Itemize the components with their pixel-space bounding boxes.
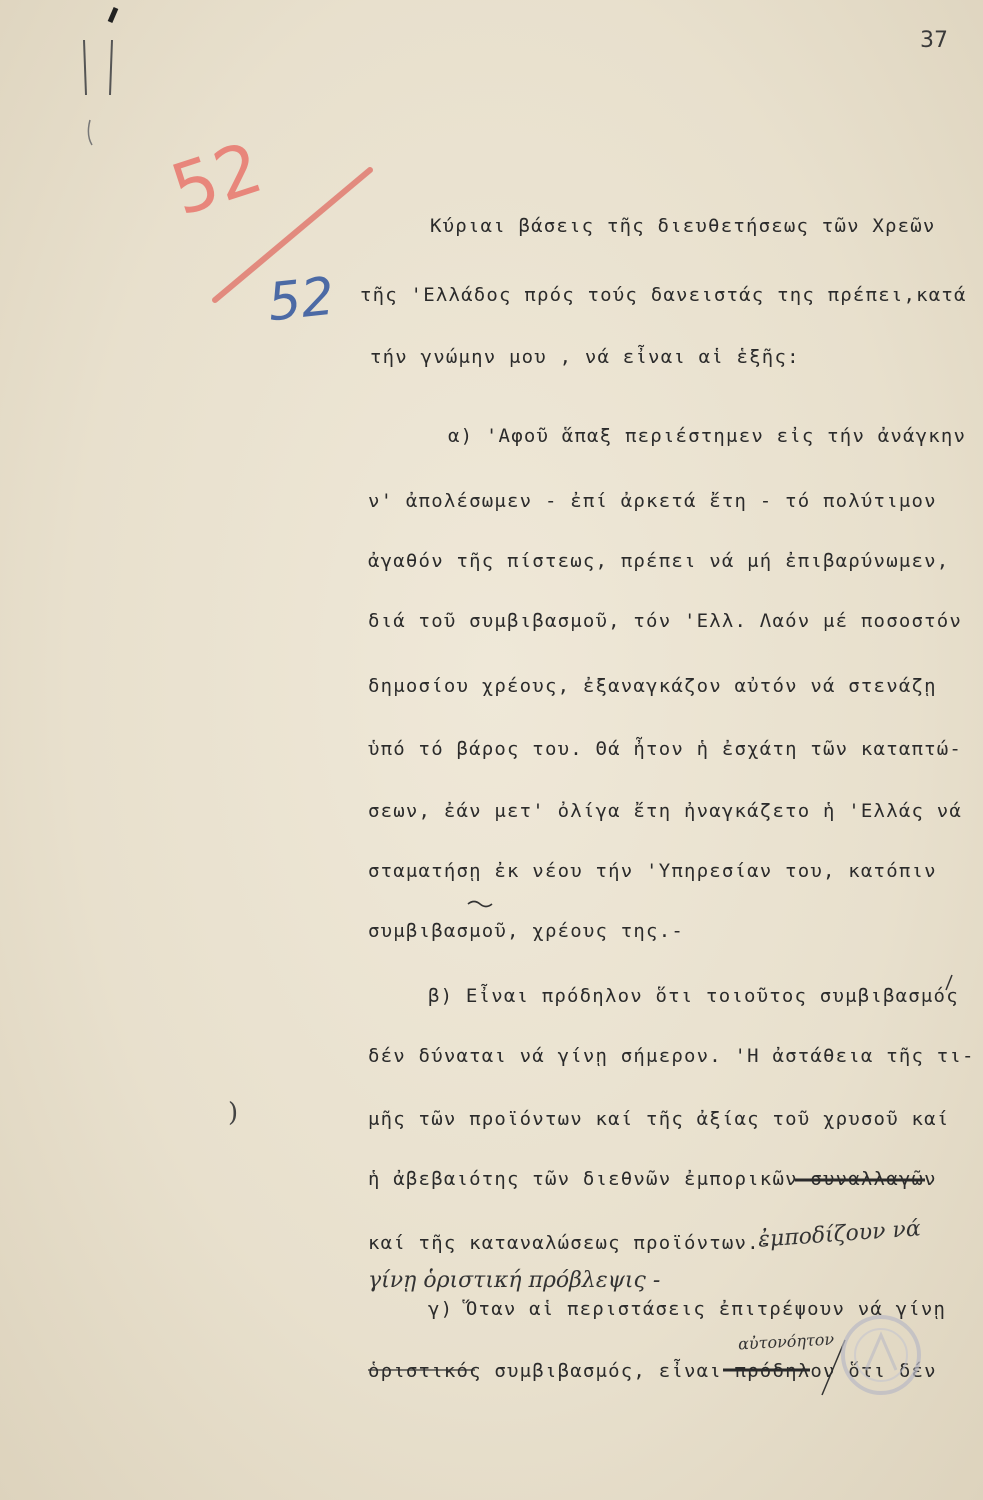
blue-folio-annotation: 52: [265, 266, 338, 334]
text-line: σταματήσῃ ἐκ νέου τήν 'Υπηρεσίαν του, κατόπιν: [368, 860, 937, 882]
text-line: α) 'Αφοῦ ἅπαξ περιέστημεν εἰς τήν ἀνάγκην: [448, 425, 967, 447]
handwritten-addition: γίνῃ ὁριστική πρόβλεψις -: [368, 1268, 661, 1293]
text-line: γ) Ὅταν αἱ περιστάσεις ἐπιτρέψουν νά γίνῃ: [428, 1298, 947, 1320]
text-line: β) Εἶναι πρόδηλον ὅτι τοιοῦτος συμβιβασμός: [428, 985, 959, 1007]
margin-tick-mark: ): [228, 1098, 239, 1128]
text-line: ἡ ἀβεβαιότης τῶν διεθνῶν ἐμπορικῶν συναλλαγῶν: [368, 1168, 937, 1190]
text-line: δέν δύναται νά γίνῃ σήμερον. 'Η ἀστάθεια τῆς τι-: [368, 1045, 975, 1067]
archive-stamp: [836, 1310, 926, 1400]
text-line: τήν γνώμην μου , νά εἶναι αἱ ἑξῆς:: [370, 346, 800, 368]
text-line: ν' ἀπολέσωμεν - ἐπί ἀρκετά ἔτη - τό πολύτιμον: [368, 490, 937, 512]
text-line: Κύριαι βάσεις τῆς διευθετήσεως τῶν Χρεῶν: [430, 215, 936, 237]
text-line: ἀγαθόν τῆς πίστεως, πρέπει νά μή ἐπιβαρύνωμεν,: [368, 550, 950, 572]
text-line: συμβιβασμοῦ, χρέους της.-: [368, 920, 684, 942]
red-folio-annotation: 52: [161, 126, 272, 232]
text-line: ὑπό τό βάρος του. Θά ἦτον ἡ ἐσχάτη τῶν καταπτώ-: [368, 738, 963, 760]
page-number: 37: [920, 28, 948, 53]
text-line: μῆς τῶν προϊόντων καί τῆς ἀξίας τοῦ χρυσοῦ καί: [368, 1108, 950, 1130]
handwritten-addition: ἐμποδίζουν νά: [757, 1216, 922, 1253]
text-line: καί τῆς καταναλώσεως προϊόντων.-: [368, 1232, 773, 1254]
text-line: σεων, ἐάν μετ' ὀλίγα ἔτη ἠναγκάζετο ἡ 'Ελλάς νά: [368, 800, 963, 822]
text-line: ὁριστικός συμβιβασμός, εἶναι πρόδηλον ὅτι δέν: [368, 1360, 937, 1382]
text-line: τῆς 'Ελλάδος πρός τούς δανειστάς της πρέπει,κατά: [360, 284, 967, 306]
text-line: διά τοῦ συμβιβασμοῦ, τόν 'Ελλ. Λαόν μέ ποσοστόν: [368, 610, 963, 632]
text-line: δημοσίου χρέους, ἐξαναγκάζον αὐτόν νά στενάζῃ: [368, 675, 937, 697]
handwritten-correction: αὐτονόητον: [737, 1329, 835, 1354]
